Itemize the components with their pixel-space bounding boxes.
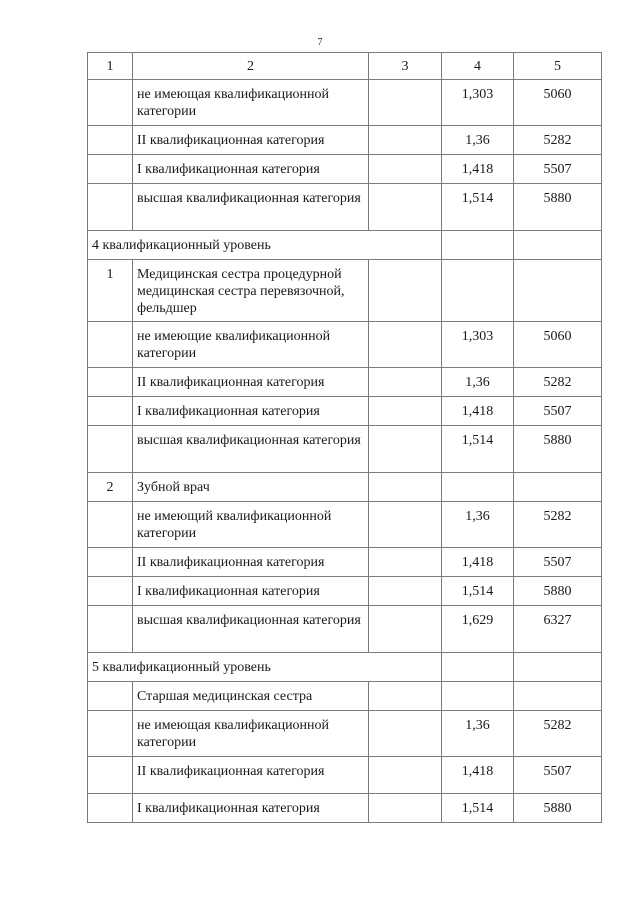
row-number-cell: 2	[88, 473, 133, 502]
salary-cell: 5282	[514, 502, 602, 548]
table-header-row	[88, 53, 602, 80]
column-3-cell	[369, 577, 442, 606]
coefficient-cell	[442, 473, 514, 502]
coefficient-cell: 1,514	[442, 426, 514, 473]
salary-cell: 5880	[514, 184, 602, 231]
table-row	[88, 155, 602, 184]
qualification-level-row	[88, 653, 602, 682]
salary-cell: 6327	[514, 606, 602, 653]
table-row	[88, 794, 602, 823]
row-number-cell	[88, 184, 133, 231]
page-number: 7	[317, 37, 323, 48]
salary-cell: 5060	[514, 322, 602, 368]
column-3-cell	[369, 80, 442, 126]
position-name-cell: II квалификационная категория	[133, 368, 369, 397]
position-name-cell: I квалификационная категория	[133, 794, 369, 823]
table-row	[88, 368, 602, 397]
salary-cell: 5507	[514, 155, 602, 184]
coefficient-cell	[442, 231, 514, 260]
salary-cell: 5880	[514, 577, 602, 606]
row-number-cell	[88, 757, 133, 794]
table-row	[88, 126, 602, 155]
row-number-cell	[88, 502, 133, 548]
column-3-cell	[369, 502, 442, 548]
coefficient-cell: 1,36	[442, 711, 514, 757]
position-name-cell: Старшая медицинская сестра	[133, 682, 369, 711]
coefficient-cell: 1,514	[442, 184, 514, 231]
table-row	[88, 184, 602, 231]
position-name-cell: не имеющая квалификационной категории	[133, 711, 369, 757]
column-3-cell	[369, 757, 442, 794]
table-row	[88, 260, 602, 322]
row-number-cell	[88, 794, 133, 823]
column-3-cell	[369, 711, 442, 757]
position-name-cell: I квалификационная категория	[133, 577, 369, 606]
salary-cell: 5507	[514, 397, 602, 426]
coefficient-cell: 1,514	[442, 794, 514, 823]
column-3-cell	[369, 606, 442, 653]
position-name-cell: высшая квалификационная категория	[133, 606, 369, 653]
column-3-cell	[369, 473, 442, 502]
position-name-cell: II квалификационная категория	[133, 757, 369, 794]
column-3-cell	[369, 155, 442, 184]
coefficient-cell: 1,514	[442, 577, 514, 606]
salary-cell	[514, 473, 602, 502]
row-number-cell	[88, 548, 133, 577]
table-row	[88, 426, 602, 473]
row-number-cell	[88, 711, 133, 757]
coefficient-cell: 1,418	[442, 548, 514, 577]
salary-cell: 5282	[514, 368, 602, 397]
coefficient-cell: 1,418	[442, 155, 514, 184]
salary-cell: 5282	[514, 711, 602, 757]
salary-cell: 5282	[514, 126, 602, 155]
coefficient-cell: 1,36	[442, 368, 514, 397]
table-row	[88, 322, 602, 368]
coefficient-cell: 1,36	[442, 502, 514, 548]
column-3-cell	[369, 426, 442, 473]
column-3-cell	[369, 682, 442, 711]
salary-table	[87, 52, 602, 823]
table-row	[88, 502, 602, 548]
position-name-cell: II квалификационная категория	[133, 548, 369, 577]
salary-cell	[514, 682, 602, 711]
coefficient-cell	[442, 260, 514, 322]
salary-cell	[514, 260, 602, 322]
row-number-cell	[88, 126, 133, 155]
salary-cell: 5507	[514, 548, 602, 577]
table-row	[88, 577, 602, 606]
column-3-cell	[369, 260, 442, 322]
position-name-cell: не имеющий квалификационной категории	[133, 502, 369, 548]
coefficient-cell	[442, 682, 514, 711]
table-row	[88, 606, 602, 653]
column-3-cell	[369, 397, 442, 426]
qualification-level-title: 5 квалификационный уровень	[88, 653, 442, 682]
column-3-cell	[369, 126, 442, 155]
table-row	[88, 757, 602, 794]
position-name-cell: не имеющая квалификационной категории	[133, 80, 369, 126]
salary-cell: 5880	[514, 794, 602, 823]
position-name-cell: I квалификационная категория	[133, 397, 369, 426]
row-number-cell	[88, 80, 133, 126]
coefficient-cell: 1,36	[442, 126, 514, 155]
column-3-cell	[369, 184, 442, 231]
position-name-cell: высшая квалификационная категория	[133, 426, 369, 473]
coefficient-cell: 1,418	[442, 397, 514, 426]
table-row	[88, 682, 602, 711]
position-name-cell: Зубной врач	[133, 473, 369, 502]
coefficient-cell	[442, 653, 514, 682]
row-number-cell	[88, 577, 133, 606]
column-3-cell	[369, 548, 442, 577]
row-number-cell	[88, 397, 133, 426]
row-number-cell	[88, 682, 133, 711]
coefficient-cell: 1,303	[442, 80, 514, 126]
coefficient-cell: 1,629	[442, 606, 514, 653]
header-cell-col2: 2	[133, 53, 369, 80]
position-name-cell: II квалификационная категория	[133, 126, 369, 155]
row-number-cell: 1	[88, 260, 133, 322]
header-cell-col4: 4	[442, 53, 514, 80]
qualification-level-title: 4 квалификационный уровень	[88, 231, 442, 260]
row-number-cell	[88, 606, 133, 653]
position-name-cell: Медицинская сестра процедурной медицинская сестра перевязочной, фельдшер	[133, 260, 369, 322]
row-number-cell	[88, 368, 133, 397]
header-cell-col5: 5	[514, 53, 602, 80]
table-row	[88, 473, 602, 502]
table-row	[88, 397, 602, 426]
coefficient-cell: 1,418	[442, 757, 514, 794]
row-number-cell	[88, 155, 133, 184]
position-name-cell: не имеющие квалификационной категории	[133, 322, 369, 368]
position-name-cell: высшая квалификационная категория	[133, 184, 369, 231]
row-number-cell	[88, 426, 133, 473]
row-number-cell	[88, 322, 133, 368]
table-row	[88, 80, 602, 126]
salary-cell	[514, 653, 602, 682]
table-row	[88, 711, 602, 757]
position-name-cell: I квалификационная категория	[133, 155, 369, 184]
salary-cell	[514, 231, 602, 260]
header-cell-col1: 1	[88, 53, 133, 80]
column-3-cell	[369, 368, 442, 397]
coefficient-cell: 1,303	[442, 322, 514, 368]
salary-cell: 5880	[514, 426, 602, 473]
header-cell-col3: 3	[369, 53, 442, 80]
column-3-cell	[369, 322, 442, 368]
salary-cell: 5507	[514, 757, 602, 794]
salary-cell: 5060	[514, 80, 602, 126]
column-3-cell	[369, 794, 442, 823]
table-row	[88, 548, 602, 577]
table-body	[88, 53, 602, 823]
qualification-level-row	[88, 231, 602, 260]
